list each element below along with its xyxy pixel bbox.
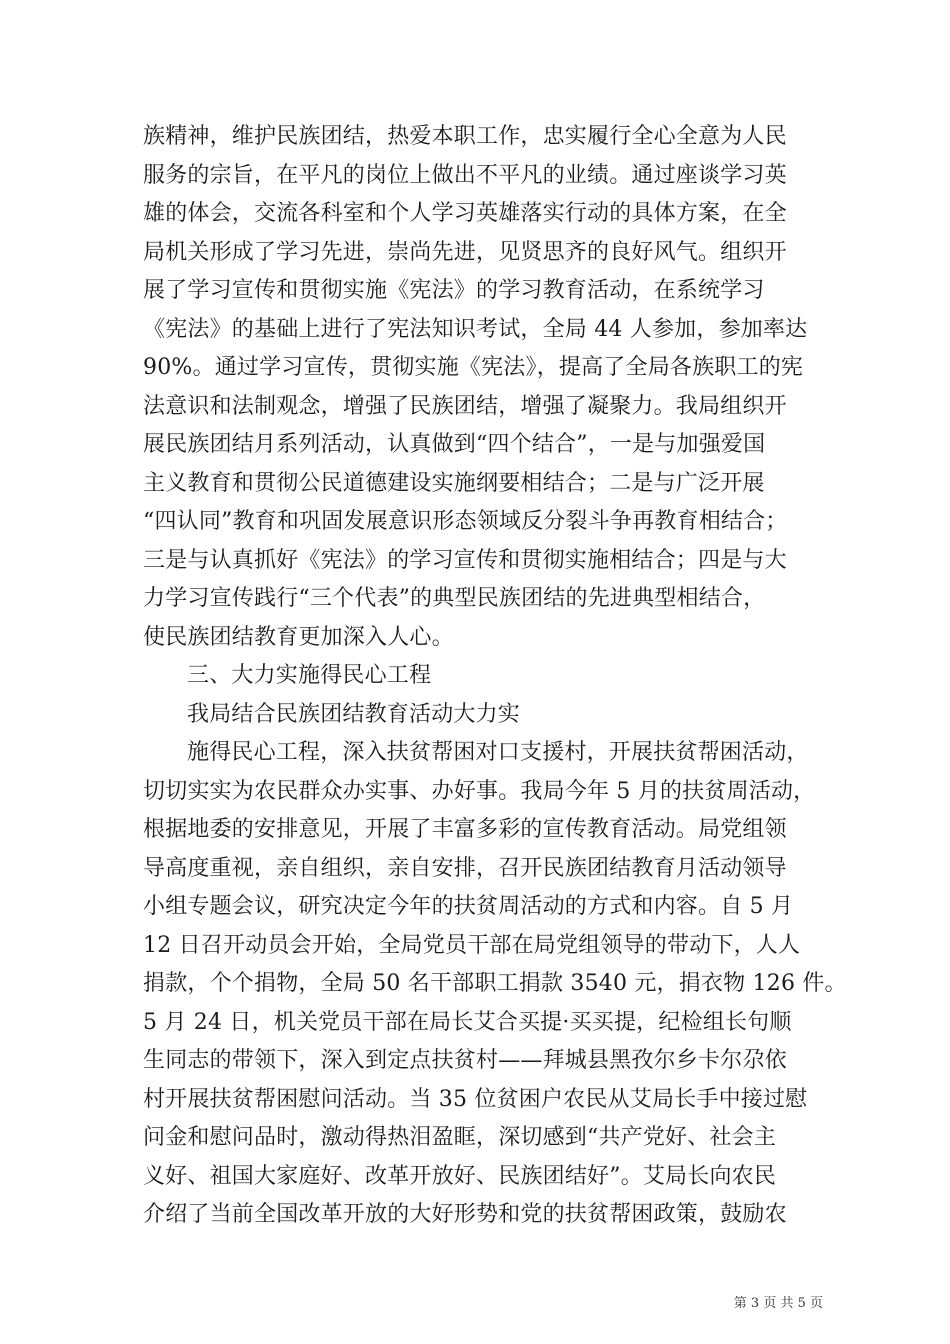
paragraph-line: 义好、祖国大家庭好、改革开放好、民族团结好”。艾局长向农民 (143, 1163, 777, 1189)
paragraph-line: 介绍了当前全国改革开放的大好形势和党的扶贫帮困政策，鼓励农 (143, 1202, 787, 1227)
paragraph-line: 施得民心工程，深入扶贫帮困对口支援村，开展扶贫帮困活动， (187, 740, 809, 765)
body-line: 力学习宣传践行“三个代表”的典型民族团结的先进典型相结合， (143, 586, 766, 611)
body-line: 90%。通过学习宣传，贯彻实施《宪法》，提高了全局各族职工的宪 (143, 355, 804, 380)
body-line: 三是与认真抓好《宪法》的学习宣传和贯彻实施相结合；四是与大 (143, 547, 787, 573)
section-heading: 三、大力实施得民心工程 (187, 663, 432, 688)
body-line: 展民族团结月系列活动，认真做到“四个结合”，一是与加强爱国 (143, 432, 766, 457)
body-line: 族精神，维护民族团结，热爱本职工作，忠实履行全心全意为人民 (143, 124, 787, 149)
paragraph-line: 捐款，个个捐物，全局 50 名干部职工捐款 3540 元，捐衣物 126 件。 (143, 971, 847, 996)
paragraph-line: 5 月 24 日，机关党员干部在局长艾合买提·买买提，纪检组长句顺 (143, 1009, 792, 1035)
body-line: 《宪法》的基础上进行了宪法知识考试，全局 44 人参加，参加率达 (143, 316, 808, 342)
page-number: 第 3 页 共 5 页 (733, 1296, 823, 1311)
paragraph-line: 12 日召开动员会开始，全局党员干部在局党组领导的带动下，人人 (143, 932, 801, 958)
body-line: 局机关形成了学习先进，崇尚先进，见贤思齐的良好风气。组织开 (143, 239, 787, 265)
body-line: 主义教育和贯彻公民道德建设实施纲要相结合；二是与广泛开展 (143, 470, 765, 496)
body-line: 服务的宗旨，在平凡的岗位上做出不平凡的业绩。通过座谈学习英 (143, 162, 787, 188)
paragraph-line: 根据地委的安排意见，开展了丰富多彩的宣传教育活动。局党组领 (143, 817, 787, 842)
body-line: “四认同”教育和巩固发展意识形态领域反分裂斗争再教育相结合； (143, 509, 788, 534)
document-body (143, 118, 847, 1235)
paragraph-line: 导高度重视，亲自组织，亲自安排，召开民族团结教育月活动领导 (143, 855, 787, 881)
body-line: 法意识和法制观念，增强了民族团结，增强了凝聚力。我局组织开 (143, 393, 787, 419)
body-line: 雄的体会，交流各科室和个人学习英雄落实行动的具体方案，在全 (143, 201, 787, 226)
paragraph-line: 小组专题会议，研究决定今年的扶贫周活动的方式和内容。自 5 月 (143, 894, 794, 919)
paragraph-line: 切切实实为农民群众办实事、办好事。我局今年 5 月的扶贫周活动， (143, 778, 816, 804)
paragraph-line: 问金和慰问品时，激动得热泪盈眶，深切感到“共产党好、社会主 (143, 1125, 777, 1150)
body-line: 展了学习宣传和贯彻实施《宪法》的学习教育活动，在系统学习 (143, 278, 765, 303)
body-line: 使民族团结教育更加深入人心。 (143, 624, 454, 650)
section-intro-line: 我局结合民族团结教育活动大力实 (187, 701, 521, 727)
paragraph-line: 生同志的带领下，深入到定点扶贫村——拜城县黑孜尔乡卡尔尕依 (143, 1048, 787, 1073)
paragraph-line: 村开展扶贫帮困慰问活动。当 35 位贫困户农民从艾局长手中接过慰 (143, 1086, 808, 1112)
